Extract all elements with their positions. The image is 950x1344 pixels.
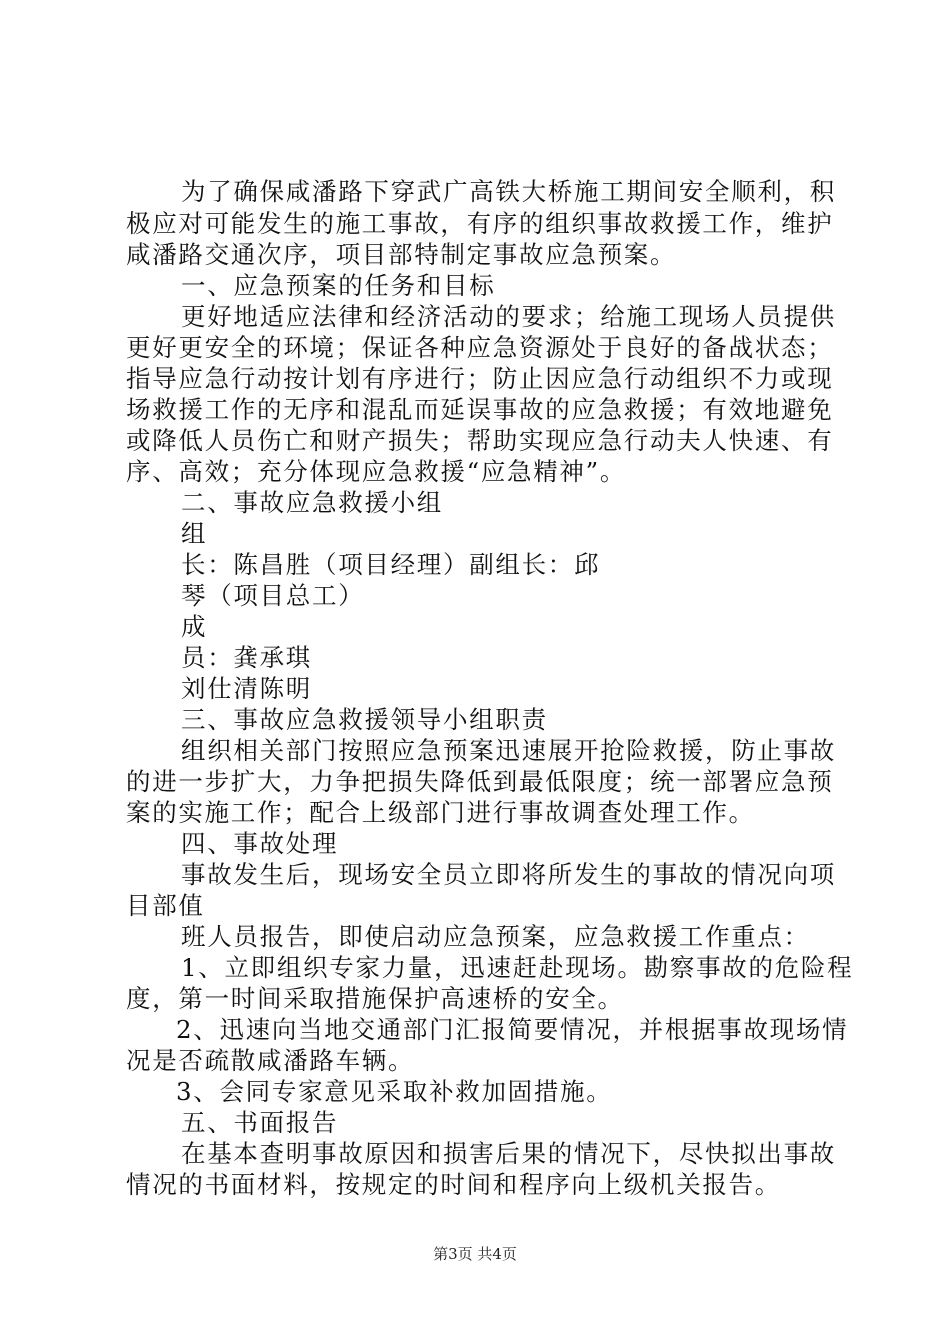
body-line: 更好更安全的环境；保证各种应急资源处于良好的备战状态； xyxy=(126,333,834,362)
body-line: 指导应急行动按计划有序进行；防止因应急行动组织不力或现 xyxy=(126,364,834,393)
list-item: 1、立即组织专家力量，迅速赶赴现场。勘察事故的危险程 xyxy=(181,953,854,982)
page-footer: 第3页 共4页 xyxy=(433,1245,517,1263)
body-line: 为了确保咸潘路下穿武广高铁大桥施工期间安全顺利，积 xyxy=(181,177,836,206)
section-heading: 三、事故应急救援领导小组职责 xyxy=(181,705,548,734)
body-line: 或降低人员伤亡和财产损失；帮助实现应急行动夫人快速、有 xyxy=(126,426,834,455)
body-line: 情况的书面材料，按规定的时间和程序向上级机关报告。 xyxy=(126,1170,781,1199)
body-line: 目部值 xyxy=(126,891,205,920)
list-item: 3、会同专家意见采取补救加固措施。 xyxy=(176,1077,613,1106)
body-line: 组 xyxy=(181,519,208,548)
body-line: 度，第一时间采取措施保护高速桥的安全。 xyxy=(126,984,624,1013)
section-heading: 二、事故应急救援小组 xyxy=(181,488,443,517)
body-line: 咸潘路交通次序，项目部特制定事故应急预案。 xyxy=(126,240,677,269)
section-heading: 一、应急预案的任务和目标 xyxy=(181,271,496,300)
body-line: 班人员报告，即使启动应急预案，应急救援工作重点： xyxy=(181,922,810,951)
body-line: 更好地适应法律和经济活动的要求；给施工现场人员提供 xyxy=(181,302,836,331)
body-line: 琴（项目总工） xyxy=(181,581,365,610)
body-line: 的进一步扩大，力争把损失降低到最低限度；统一部署应急预 xyxy=(126,767,834,796)
body-line: 案的实施工作；配合上级部门进行事故调查处理工作。 xyxy=(126,798,755,827)
body-line: 序、高效；充分体现应急救援“应急精神”。 xyxy=(126,457,627,486)
section-heading: 五、书面报告 xyxy=(181,1108,339,1137)
body-line: 场救援工作的无序和混乱而延误事故的应急救援；有效地避免 xyxy=(126,395,834,424)
body-line: 事故发生后，现场安全员立即将所发生的事故的情况向项 xyxy=(181,860,836,889)
body-line: 组织相关部门按照应急预案迅速展开抢险救援，防止事故 xyxy=(181,736,836,765)
body-line: 长：陈昌胜（项目经理）副组长：邱 xyxy=(181,550,601,579)
body-line: 在基本查明事故原因和损害后果的情况下，尽快拟出事故 xyxy=(181,1139,836,1168)
body-line: 况是否疏散咸潘路车辆。 xyxy=(126,1046,415,1075)
list-item: 2、迅速向当地交通部门汇报简要情况，并根据事故现场情 xyxy=(176,1015,849,1044)
section-heading: 四、事故处理 xyxy=(181,829,339,858)
body-line: 成 xyxy=(181,612,208,641)
body-line: 极应对可能发生的施工事故，有序的组织事故救援工作，维护 xyxy=(126,209,834,238)
body-line: 员：龚承琪 xyxy=(181,643,312,672)
body-line: 刘仕清陈明 xyxy=(181,674,312,703)
